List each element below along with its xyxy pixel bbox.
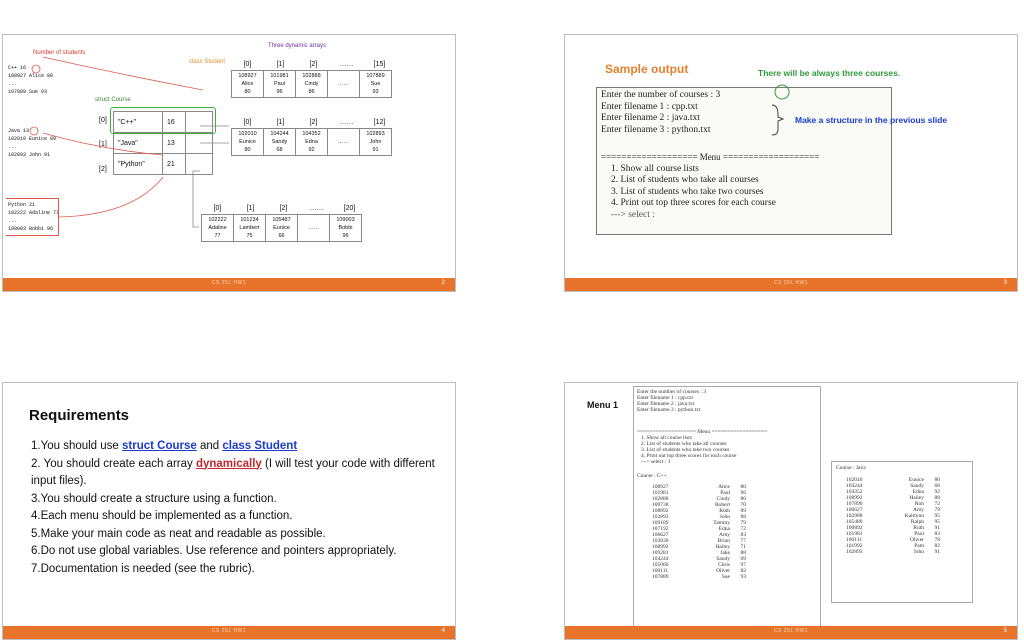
- item-text: Make your main code as neat and readable as possible.: [40, 527, 326, 540]
- student-name: Amy: [719, 532, 730, 538]
- student-score: 86: [740, 496, 746, 502]
- student-field: Lambert: [239, 225, 260, 231]
- student-id: 100738: [652, 502, 669, 508]
- course-count: 13: [163, 133, 186, 154]
- item-number: 5.: [31, 527, 41, 540]
- student-field: 93: [372, 89, 379, 95]
- class-student-label: class Student: [189, 59, 226, 65]
- student-field: 96: [342, 233, 349, 239]
- requirements-list: [31, 438, 446, 578]
- cpp-student-list: [634, 479, 820, 580]
- student-field: 102010: [238, 131, 257, 137]
- student-id: 102893: [652, 514, 669, 520]
- student-id: 105489: [846, 519, 863, 525]
- menu-item: 3. List of students who take two courses: [641, 447, 730, 453]
- menu-item: 1. Show all course lists: [641, 435, 692, 441]
- console-line: Enter the number of courses : 3: [601, 90, 721, 100]
- student-score: 69: [740, 556, 746, 562]
- student-name: Oliver: [715, 568, 730, 574]
- arrow-java: [43, 133, 163, 155]
- menu-item: 3. List of students who take two courses: [611, 186, 764, 197]
- array-index: [1]: [276, 119, 285, 126]
- menu-item: 1. Show all course lists: [611, 163, 699, 174]
- pointer-arrows: [3, 35, 456, 275]
- input-line: 108927 Alice 80: [8, 73, 54, 79]
- array-index: [0]: [243, 119, 252, 126]
- console-header: [634, 387, 820, 415]
- student-name: John: [719, 514, 730, 520]
- count-circle: [32, 65, 40, 73]
- student-id: 109189: [652, 520, 669, 526]
- student-field: 91: [372, 147, 379, 153]
- array-index: [2]: [309, 119, 318, 126]
- requirement-item: [31, 561, 446, 579]
- course-name: "C++": [114, 112, 163, 133]
- student-field: Alice: [241, 81, 254, 87]
- student-id: 101981: [652, 490, 669, 496]
- array-index: [1]: [246, 205, 255, 212]
- student-field: Edna: [305, 139, 318, 145]
- student-field: ……: [338, 139, 349, 145]
- input-line: 102222 Adaline 77: [8, 210, 60, 216]
- student-score: 72: [934, 501, 940, 507]
- student-field: 77: [214, 233, 221, 239]
- student-id: 104352: [846, 489, 863, 495]
- student-field: ……: [308, 225, 319, 231]
- array-index: [2]: [309, 61, 318, 68]
- class-student-link[interactable]: class Student: [222, 440, 298, 452]
- footer-bar: [565, 278, 1017, 291]
- student-id: 106627: [652, 532, 669, 538]
- input-line: 102010 Eunice 89: [8, 136, 57, 142]
- student-name: Hailey: [909, 495, 924, 501]
- array-index: [1]: [276, 61, 285, 68]
- three-courses-note: There will be always three courses.: [758, 68, 901, 78]
- student-score: 91: [934, 549, 940, 555]
- array-index: [20]: [343, 205, 356, 212]
- item-number: 1.: [31, 440, 41, 452]
- student-field: 75: [246, 233, 253, 239]
- menu-item: 2. List of students who take all courses: [611, 175, 759, 185]
- student-field: 108927: [238, 73, 257, 79]
- menu-prompt: ---> select : 1: [641, 459, 671, 465]
- student-name: Robert: [715, 502, 730, 508]
- menu-separator: =================== Menu ===================: [601, 152, 820, 162]
- student-id: 101992: [846, 543, 863, 549]
- course-index: [0]: [99, 117, 107, 124]
- item-number: 6.: [31, 545, 41, 557]
- structure-callout: Make a structure in the previous slide: [795, 115, 948, 125]
- console-screenshot-java: [831, 461, 973, 603]
- slide-1-data-structure[interactable]: [2, 34, 456, 292]
- menu-prompt: ---> select :: [611, 209, 655, 220]
- input-line: C++ 16: [8, 65, 27, 71]
- student-id: 108892: [652, 508, 669, 514]
- student-field: 66: [278, 233, 285, 239]
- slide-3-requirements[interactable]: [2, 382, 456, 640]
- array-index: [15]: [373, 61, 386, 68]
- student-field: 104352: [302, 131, 321, 137]
- page-number: 5: [1003, 628, 1007, 634]
- student-id: 107192: [652, 526, 669, 532]
- item-text: You should use: [40, 440, 123, 452]
- student-score: 88: [740, 514, 746, 520]
- arrow-cpp: [43, 57, 203, 90]
- course-heading: Course : Java: [836, 465, 866, 471]
- student-name: Sandy: [910, 483, 924, 489]
- student-field: Adaline: [208, 225, 227, 231]
- page-number: 2: [441, 280, 445, 286]
- item-text: (I will test your code with different input files).: [31, 457, 435, 487]
- student-score: 89: [740, 508, 746, 514]
- console-screenshot-cpp: [633, 386, 821, 636]
- student-id: 104244: [652, 556, 669, 562]
- student-field: Bobbi: [338, 225, 353, 231]
- page-number: 3: [1003, 280, 1007, 286]
- student-score: 97: [740, 562, 746, 568]
- array-index: ……: [309, 205, 324, 212]
- menu-separator: =================== Menu ==================: [637, 429, 768, 435]
- student-field: 80: [244, 147, 251, 153]
- student-field: Eunice: [239, 139, 256, 145]
- console-line: Enter the number of courses : 3: [637, 389, 707, 395]
- footer-bar: [3, 278, 455, 291]
- student-name: Edna: [912, 489, 924, 495]
- course-index: [2]: [99, 166, 107, 173]
- student-name: Tammy: [713, 520, 730, 526]
- student-name: Jake: [720, 550, 730, 556]
- student-score: 79: [934, 507, 940, 513]
- requirement-item: [31, 456, 446, 491]
- student-name: Alice: [718, 484, 730, 490]
- number-of-students-label: Number of students: [33, 50, 86, 56]
- course-count: 16: [163, 112, 186, 133]
- student-field: 101234: [240, 217, 259, 223]
- student-score: 77: [740, 538, 746, 544]
- student-field: Sandy: [271, 139, 288, 145]
- input-line: ...: [8, 218, 18, 224]
- student-name: Kaitlynn: [904, 513, 924, 519]
- input-line: 107889 Sue 93: [8, 89, 48, 95]
- slide-2-sample-output[interactable]: [564, 34, 1018, 292]
- student-score: 72: [740, 526, 746, 532]
- student-name: Chris: [718, 562, 730, 568]
- array-index: ……: [339, 61, 354, 68]
- count-circle: [30, 127, 38, 135]
- requirement-item: [31, 526, 446, 544]
- item-text: Documentation is needed (see the rubric).: [40, 562, 255, 575]
- callout-graphics: [565, 35, 1018, 275]
- student-field: 102893: [366, 131, 385, 137]
- student-field: 109003: [336, 217, 355, 223]
- console-menu: [634, 415, 820, 465]
- item-text: and: [196, 440, 223, 452]
- array-index: ……: [339, 119, 354, 126]
- student-field: 96: [276, 89, 283, 95]
- dynamically-link[interactable]: dynamically: [195, 457, 262, 470]
- console-line: Enter filename 1 : cpp.txt: [601, 101, 698, 112]
- student-score: 88: [934, 495, 940, 501]
- page-number: 4: [441, 628, 445, 634]
- student-score: 83: [740, 532, 746, 538]
- student-score: 80: [740, 484, 746, 490]
- course-count: 21: [163, 154, 186, 175]
- count-highlight-circle: [775, 85, 789, 99]
- student-field: 102222: [208, 217, 227, 223]
- student-field: 92: [308, 147, 315, 153]
- input-line: Java 13: [8, 128, 30, 134]
- student-name: Sandy: [716, 556, 730, 562]
- student-field: 102888: [302, 73, 321, 79]
- footer-bar: [3, 626, 455, 639]
- student-score: 93: [740, 574, 746, 580]
- student-id: 104244: [846, 483, 863, 489]
- input-line: Python 21: [8, 202, 36, 208]
- course-index: [1]: [99, 141, 107, 148]
- item-number: 3.: [31, 492, 41, 505]
- student-id: 102893: [846, 549, 863, 555]
- student-score: 96: [740, 490, 746, 496]
- student-name: Paul: [914, 531, 924, 537]
- student-id: 108927: [652, 484, 669, 490]
- item-number: 4.: [31, 510, 41, 522]
- requirement-item: [31, 438, 446, 456]
- student-score: 82: [934, 543, 940, 549]
- array-index: [12]: [373, 119, 386, 126]
- input-line: ...: [8, 81, 18, 87]
- pointer-line: [193, 171, 200, 227]
- student-field: Paul: [273, 81, 285, 87]
- student-field: Cindy: [304, 81, 319, 87]
- student-score: 78: [934, 537, 940, 543]
- struct-course-link[interactable]: struct Course: [122, 440, 197, 452]
- menu-item: 2. List of students who take all courses: [641, 441, 727, 447]
- student-score: 92: [934, 489, 940, 495]
- student-id: 107889: [652, 574, 669, 580]
- student-id: 103830: [652, 538, 669, 544]
- slide-title: Requirements: [29, 407, 130, 424]
- student-id: 105066: [652, 562, 669, 568]
- student-id: 107890: [846, 501, 863, 507]
- struct-course-label: struct Course: [95, 97, 131, 103]
- menu-item: 4. Print out top three scores for each course: [641, 453, 737, 459]
- student-field: Sue: [370, 81, 381, 87]
- student-name: Ruth: [913, 525, 924, 531]
- student-field: 101981: [270, 73, 289, 79]
- item-text: You should create a structure using a function.: [40, 492, 277, 505]
- console-line: Enter filename 3 : python.txt: [637, 407, 701, 413]
- item-text: Do not use global variables. Use reference and pointers appropriately.: [40, 545, 397, 557]
- student-id: 100111: [652, 568, 669, 574]
- array-index: [0]: [213, 205, 222, 212]
- student-name: Paul: [720, 490, 730, 496]
- student-row: [652, 574, 817, 580]
- student-name: Ruth: [719, 508, 730, 514]
- footer-text: CS 251 HW1: [211, 280, 247, 286]
- student-row: [846, 549, 968, 555]
- footer-text: CS 251 HW1: [773, 280, 809, 286]
- student-id: 106627: [846, 507, 863, 513]
- requirement-item: [31, 508, 446, 526]
- student-score: 80: [934, 477, 940, 483]
- input-line: 109003 Bobbi 96: [8, 226, 54, 232]
- student-name: Brian: [717, 538, 730, 544]
- input-line: 102893 John 91: [8, 152, 51, 158]
- student-name: Hailey: [715, 544, 730, 550]
- student-field: 86: [308, 89, 315, 95]
- student-id: 108992: [846, 495, 863, 501]
- requirement-item: [31, 543, 446, 561]
- student-id: 102988: [846, 513, 863, 519]
- student-name: Cindy: [716, 496, 730, 502]
- array-index: [2]: [279, 205, 288, 212]
- student-id: 100111: [846, 537, 863, 543]
- item-number: 2.: [31, 457, 41, 470]
- student-score: 95: [934, 513, 940, 519]
- student-name: Ralph: [910, 519, 924, 525]
- item-text: You should create each array: [40, 457, 196, 470]
- console-line: Enter filename 2 : java.txt: [601, 113, 700, 123]
- item-number: 7.: [31, 562, 41, 575]
- student-name: Eunice: [908, 477, 924, 483]
- student-field: ……: [338, 81, 349, 87]
- array-index: [0]: [243, 61, 252, 68]
- student-score: 79: [740, 520, 746, 526]
- console-line: Enter filename 1 : cpp.txt: [637, 395, 694, 401]
- menu-item: 4. Print out top three scores for each course: [611, 198, 776, 208]
- student-score: 68: [934, 483, 940, 489]
- slide-title: Sample output: [605, 62, 689, 76]
- console-line: Enter filename 2 : java.txt: [637, 401, 695, 407]
- student-score: 70: [740, 502, 746, 508]
- arrow-python: [59, 177, 163, 217]
- student-id: 102010: [846, 477, 863, 483]
- student-field: Eunice: [273, 225, 290, 231]
- student-score: 91: [934, 525, 940, 531]
- footer-text: CS 251 HW1: [211, 628, 247, 634]
- student-score: 83: [934, 531, 940, 537]
- student-name: Sue: [721, 574, 730, 580]
- student-name: Amy: [913, 507, 924, 513]
- student-name: Oliver: [909, 537, 924, 543]
- student-field: John: [369, 139, 382, 145]
- student-id: 100892: [846, 525, 863, 531]
- student-id: 102888: [652, 496, 669, 502]
- course-name: "Python": [114, 154, 163, 175]
- student-field: 107889: [366, 73, 385, 79]
- student-name: Pam: [914, 543, 924, 549]
- student-name: John: [913, 549, 924, 555]
- student-field: 80: [244, 89, 251, 95]
- input-line: ...: [8, 144, 18, 150]
- course-heading: Course : C++: [637, 473, 667, 479]
- student-score: 71: [740, 544, 746, 550]
- student-score: 88: [740, 550, 746, 556]
- java-student-list: [832, 474, 972, 555]
- student-field: 104244: [270, 131, 289, 137]
- student-score: 82: [740, 568, 746, 574]
- student-score: 95: [934, 519, 940, 525]
- student-name: Roh: [914, 501, 924, 507]
- slide-label: Menu 1: [587, 400, 619, 410]
- footer-text: CS 251 HW1: [773, 628, 809, 634]
- footer-bar: [565, 626, 1017, 639]
- brace-icon: [772, 105, 783, 135]
- three-dynamic-arrays-label: Three dynamic arrays: [268, 43, 327, 49]
- student-name: Edna: [718, 526, 730, 532]
- student-field: 105487: [272, 217, 291, 223]
- course-name: "Java": [114, 133, 163, 154]
- student-field: 68: [276, 147, 283, 153]
- student-id: 109281: [652, 550, 669, 556]
- requirement-item: [31, 491, 446, 509]
- slide-4-menu-1[interactable]: [564, 382, 1018, 640]
- student-id: 108992: [652, 544, 669, 550]
- console-line: Enter filename 3 : python.txt: [601, 124, 711, 135]
- student-id: 101981: [846, 531, 863, 537]
- item-text: Each menu should be implemented as a function.: [40, 510, 293, 522]
